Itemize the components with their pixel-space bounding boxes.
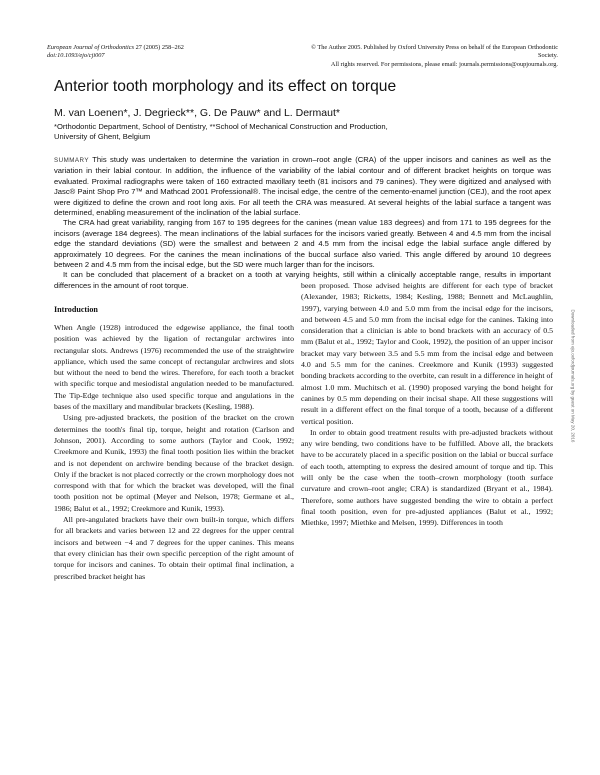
left-column [54, 322, 294, 582]
summary-label: SUMMARY [54, 157, 90, 164]
journal-header [47, 44, 307, 61]
abstract [54, 155, 551, 291]
intro-paragraph-2: Using pre-adjusted brackets, the position of the bracket on the crown determines the tooth's final tip, torque, height and rotation (Carlson and Johnson, 2001). According to some authors (Taylor and Cook, 1992; Creekmore and Kunik, 1993) the final tooth position lies within the bracket and is not dependent on archwire bending because of the bracket design. Only if the bracket is not placed correctly or the crown morphology does not correspond with that for which the bracket was developed, will the final tooth position not be optimal (Meyer and Nelson, 1978; Germane et al., 1986; Balut et al., 1992; Creekmore and Kunik, 1993). [54, 413, 294, 513]
affiliation-line-1: *Orthodontic Department, School of Dentistry, **School of Mechanical Construction and Production, [54, 122, 388, 131]
journal-doi: doi:10.1093/ejo/cji007 [47, 52, 105, 60]
download-watermark-text: Downloaded from ejo.oxfordjournals.org by guest on May 20, 2016 [570, 309, 576, 443]
affiliation [54, 122, 554, 142]
copyright-header [308, 44, 558, 69]
affiliation-line-2: University of Ghent, Belgium [54, 132, 151, 142]
section-heading-introduction: Introduction [54, 305, 98, 314]
journal-name: European Journal of Orthodontics [47, 44, 135, 51]
intro-paragraph-3: All pre-angulated brackets have their own built-in torque, which differs for all brackets and varies between 12 and 22 degrees for the upper central incisors and between −4 and 7 degrees for the upper canines. This means that every clinician has their own specific perception of the right amount of torque for incisors and canines. To obtain their optimal final inclination, a prescribed bracket height has [54, 515, 294, 581]
author-list: M. van Loenen*, J. Degrieck**, G. De Pauw* and L. Dermaut* [54, 107, 340, 119]
intro-paragraph-4: been proposed. Those advised heights are different for each type of bracket (Alexander, 1983; Ricketts, 1984; Kesling, 1988; Bennett and McLaughlin, 1997), varying between 4.0 and 5.0 mm from the incisal edge for the incisors, and between 4.5 and 5.0 mm from the incisal edge for the canines. Taking into consideration that a clinician is able to bond brackets with an accuracy of 0.5 mm (Balut et al., 1992; Taylor and Cook, 1992), the position of an upper incisor bracket may vary between 3.5 and 5.5 mm from the incisal edge and between 4.0 and 5.5 mm for the canines. Creekmore and Kunik (1993) suggested bonding brackets according to the overbite, can result in a difference in height of almost 1.0 mm. Muchitsch et al. (1990) proposed varying the bond height for canines by 0.5 mm depending on their incisal shape. All these suggestions will result in a different effect on the final torque of a tooth, because of a different vertical position. [301, 281, 553, 426]
copyright-line-1: © The Author 2005. Published by Oxford University Press on behalf of the European Orthodontic Society. [311, 44, 558, 60]
intro-paragraph-5: In order to obtain good treatment results with pre-adjusted brackets without any wire bending, two conditions have to be fulfilled. Above all, the brackets have to be accurately placed in a specific position on the labial or buccal surface of each tooth, attempting to express the desired amount of torque and tip. This will only be the case when the tooth–crown morphology (tooth surface curvature and crown–root angle; CRA) is standardized (Bryant et al., 1984). Therefore, some authors have suggested bending the wire to obtain a perfect final tooth position, even for pre-adjusted appliances (Balut et al., 1992; Miethke, 1997; Miethke and Melsen, 1999). Differences in tooth [301, 427, 553, 528]
journal-citation: 27 (2005) 258–262 [135, 44, 184, 51]
abstract-paragraph-1 [54, 155, 551, 218]
intro-paragraph-1: When Angle (1928) introduced the edgewise appliance, the final tooth position was achieved by the ligation of rectangular archwires into rectangular slots. Andrews (1976) recommended the use of the straightwire appliance, which used the same concept of rectangular archwires and slots but without the need to bend the wires. Therefore, for each tooth a bracket with specific torque and mesiodistal angulation needed to be manufactured. The Tip-Edge technique also used specific torque and angulations in the bases of the maxillary and mandibular brackets (Kesling, 1988). [54, 323, 294, 412]
download-watermark [567, 309, 579, 445]
abstract-paragraph-3: It can be concluded that placement of a bracket on a tooth at varying heights, still within a clinically acceptable range, results in important differences in the amount of root torque. [54, 270, 551, 290]
abstract-paragraph-2: The CRA had great variability, ranging from 167 to 195 degrees for the canines (mean value 183 degrees) and from 171 to 195 degrees for the incisors (average 184 degrees). The mean inclinations of the labial surfaces for the incisors varied greatly. Between 4 and 4.5 mm from the incisal edge the standard deviations (SD) were the smallest and between 2 and 4.5 mm from the incisal edge the labial surface angle differed by approximately 10 degrees. For the canines the mean inclinations of the buccal surface also varied. This angle differed by around 10 degrees between 2 and 4.5 mm from the incisal edge, but the SD were much larger than for the incisors. [54, 218, 551, 270]
right-column [301, 280, 553, 529]
copyright-line-2: All rights reserved. For permissions, please email: journals.permissions@oupjournals.org. [330, 60, 558, 68]
paper-title: Anterior tooth morphology and its effect on torque [54, 78, 397, 95]
abstract-text-1: This study was undertaken to determine the variation in crown–root angle (CRA) of the upper incisors and canines as well as the variation in their labial contour. In addition, the influence of the variability of the labial contour and of different bracket heights on torque was evaluated. Proximal radiographs were taken of 160 extracted maxillary teeth (81 incisors and 79 canines). They were digitized and analysed with Jasc® Paint Shop Pro 7™ and Mathcad 2001 Professional®. The incisal edge, the centre of the cemento-enamel junction (CEJ), and the root apex were digitized to define the crown and root long axis. For all teeth the CRA was measured. At several heights of the labial surface a tangent was determined, enabling measurement of the inclination of the labial surface. [54, 155, 551, 218]
